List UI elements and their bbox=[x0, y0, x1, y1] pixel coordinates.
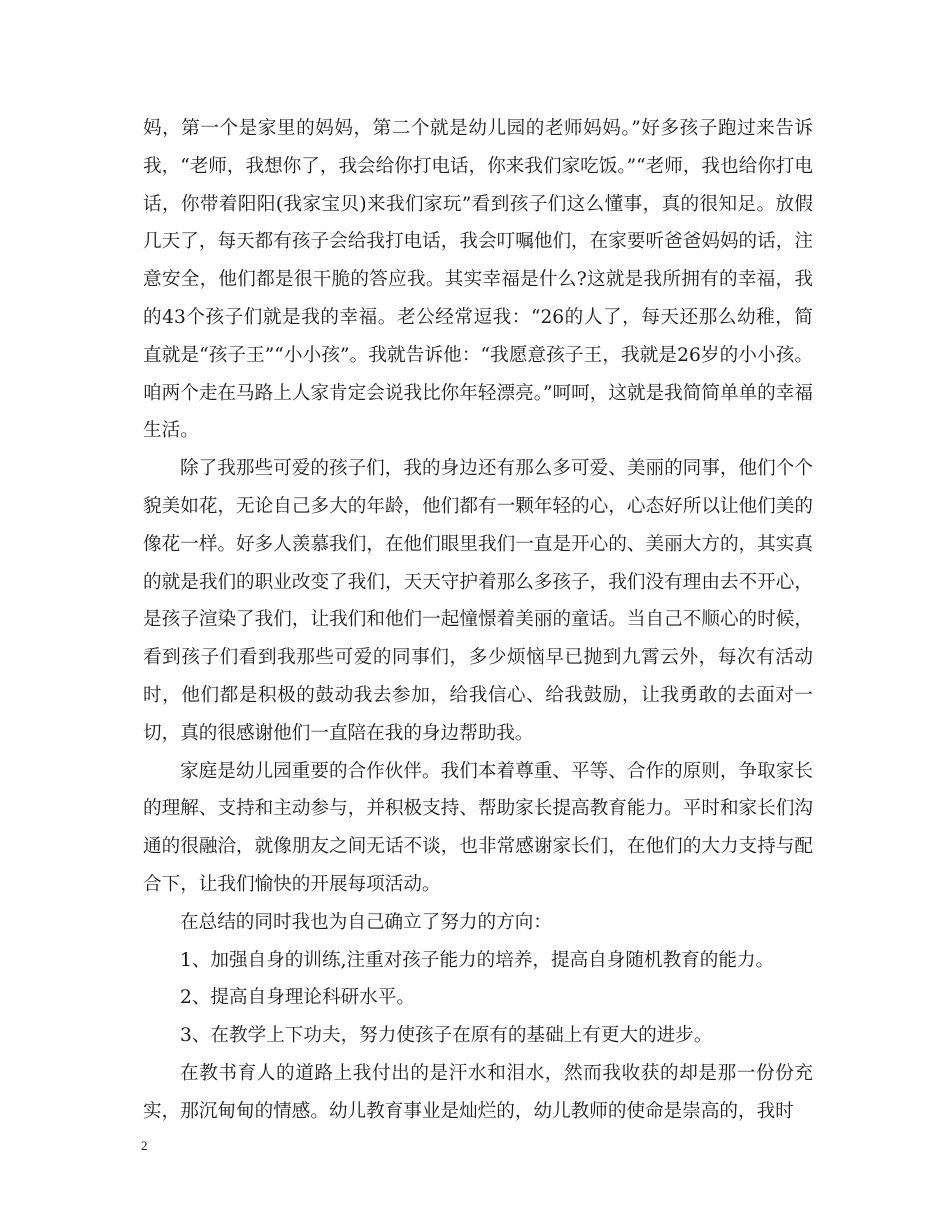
page-number: 2 bbox=[141, 1138, 148, 1153]
list-item-3: 3、在教学上下功夫，努力使孩子在原有的基础上有更大的进步。 bbox=[180, 1025, 713, 1047]
list-item-1: 1、加强自身的训练,注重对孩子能力的培养，提高自身随机教育的能力。 bbox=[180, 949, 775, 971]
paragraph-continuation: 妈，第一个是家里的妈妈，第二个就是幼儿园的老师妈妈。”好多孩子跑过来告诉我，“老师，我想你了，我会给你打电话，你来我们家吃饭。”“老师，我也给你打电话，你带着阳阳(我家宝贝)来我们家玩”看到孩子们这么懂事，真的很知足。放假几天了，每天都有孩子会给我打电话，我会叮嘱他们，在家要听爸爸妈妈的话，注意安全，他们都是很干脆的答应我。其实幸福是什么?这就是我所拥有的幸福，我的43个孩子们就是我的幸福。老公经常逗我：“26的人了，每天还那么幼稚，简直就是“孩子王”“小小孩”。我就告诉他：“我愿意孩子王，我就是26岁的小小孩。咱两个走在马路上人家肯定会说我比你年轻漂亮。”呵呵，这就是我简简单单的幸福生活。 bbox=[143, 118, 813, 442]
paragraph-family-cooperation: 家庭是幼儿园重要的合作伙伴。我们本着尊重、平等、合作的原则，争取家长的理解、支持和主动参与，并积极支持、帮助家长提高教育能力。平时和家长们沟通的很融洽，就像朋友之间无话不谈，也非常感谢家长们，在他们的大力支持与配合下，让我们愉快的开展每项活动。 bbox=[143, 760, 813, 895]
paragraph-direction-intro: 在总结的同时我也为自己确立了努力的方向： bbox=[180, 911, 552, 933]
document-body bbox=[143, 110, 813, 1131]
paragraph-conclusion: 在教书育人的道路上我付出的是汗水和泪水，然而我收获的却是那一份份充实，那沉甸甸的情感。幼儿教育事业是灿烂的，幼儿教师的使命是崇高的，我时 bbox=[143, 1062, 813, 1122]
list-item-2: 2、提高自身理论科研水平。 bbox=[180, 987, 415, 1009]
paragraph-colleagues: 除了我那些可爱的孩子们，我的身边还有那么多可爱、美丽的同事，他们个个貌美如花，无论自己多大的年龄，他们都有一颗年轻的心，心态好所以让他们美的像花一样。好多人羡慕我们，在他们眼里我们一直是开心的、美丽大方的，其实真的就是我们的职业改变了我们，天天守护着那么多孩子，我们没有理由去不开心，是孩子渲染了我们，让我们和他们一起憧憬着美丽的童话。当自己不顺心的时候，看到孩子们看到我那些可爱的同事们，多少烦恼早已抛到九霄云外，每次有活动时，他们都是积极的鼓动我去参加，给我信心、给我鼓励，让我勇敢的去面对一切，真的很感谢他们一直陪在我的身边帮助我。 bbox=[143, 458, 813, 744]
